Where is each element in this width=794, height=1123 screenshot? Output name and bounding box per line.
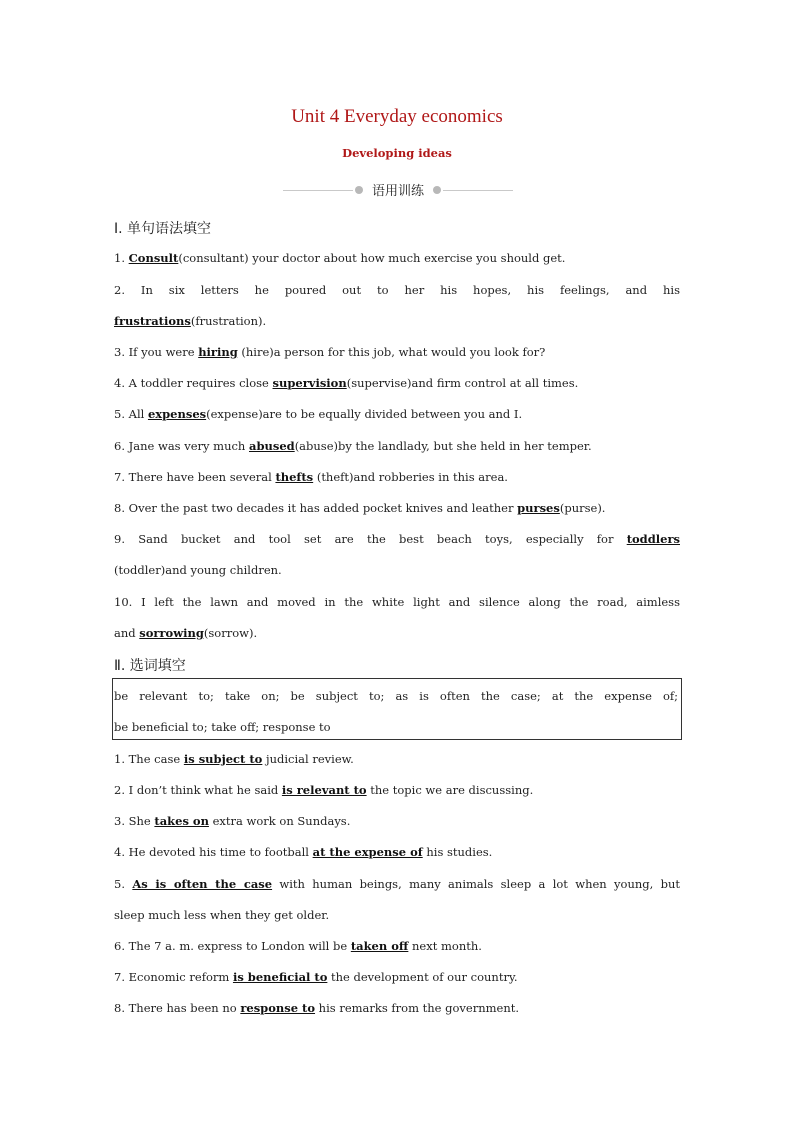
answer-text: thefts	[275, 470, 314, 484]
divider-line-left	[283, 190, 353, 191]
list-item: 10. I left the lawn and moved in the white light and silence along the road, aimless	[114, 595, 680, 609]
list-item-continuation: sleep much less when they get older.	[114, 908, 330, 922]
page-title: Unit 4 Everyday economics	[291, 106, 503, 127]
answer-text: is subject to	[183, 752, 263, 766]
list-item-continuation: (toddler)and young children.	[114, 563, 282, 577]
answer-text: toddlers	[626, 532, 680, 546]
answer-text: takes on	[154, 814, 209, 828]
page-subtitle: Developing ideas	[342, 146, 452, 160]
answer-text: taken off	[350, 939, 409, 953]
list-item: 4. He devoted his time to football at the expense of his studies.	[114, 845, 493, 859]
answer-text: hiring	[198, 345, 238, 359]
word-bank-box	[112, 678, 682, 740]
list-item-continuation: frustrations(frustration).	[114, 314, 267, 328]
answer-text: abused	[249, 439, 295, 453]
answer-text: purses	[517, 501, 560, 515]
answer-text: frustrations	[114, 314, 191, 328]
divider-dot-right	[433, 186, 441, 194]
answer-text: sorrowing	[139, 626, 204, 640]
answer-text: is beneficial to	[232, 970, 328, 984]
list-item: 5. All expenses(expense)are to be equally divided between you and I.	[114, 407, 523, 421]
list-item-continuation: and sorrowing(sorrow).	[114, 626, 258, 640]
word-bank-line: be beneficial to; take off; response to	[114, 720, 331, 734]
answer-text: supervision	[272, 376, 347, 390]
answer-text: response to	[240, 1001, 316, 1015]
list-item: 5. As is often the case with human beings, many animals sleep a lot when young, but	[114, 877, 680, 891]
list-item: 6. Jane was very much abused(abuse)by the landlady, but she held in her temper.	[114, 439, 592, 453]
word-bank-line: be relevant to; take on; be subject to; as is often the case; at the expense of;	[114, 689, 678, 703]
section2-heading: Ⅱ. 选词填空	[114, 658, 186, 674]
answer-text: is relevant to	[281, 783, 367, 797]
answer-text: at the expense of	[312, 845, 423, 859]
list-item: 1. Consult(consultant) your doctor about how much exercise you should get.	[114, 251, 566, 265]
list-item: 2. In six letters he poured out to her his hopes, his feelings, and his	[114, 283, 680, 297]
list-item: 7. There have been several thefts (theft)and robberies in this area.	[114, 470, 508, 484]
answer-text: expenses	[147, 407, 207, 421]
list-item: 8. Over the past two decades it has added pocket knives and leather purses(purse).	[114, 501, 606, 515]
list-item: 4. A toddler requires close supervision(supervise)and firm control at all times.	[114, 376, 579, 390]
list-item: 3. If you were hiring (hire)a person for this job, what would you look for?	[114, 345, 546, 359]
list-item: 1. The case is subject to judicial review.	[114, 752, 354, 766]
practice-label: 语用训练	[371, 184, 424, 199]
list-item: 7. Economic reform is beneficial to the development of our country.	[114, 970, 518, 984]
divider-line-right	[443, 190, 513, 191]
divider-dot-left	[355, 186, 363, 194]
answer-text: Consult	[128, 251, 179, 265]
list-item: 6. The 7 a. m. express to London will be taken off next month.	[114, 939, 482, 953]
answer-text: As is often the case	[132, 877, 273, 891]
section-divider	[283, 180, 513, 200]
list-item: 9. Sand bucket and tool set are the best beach toys, especially for toddlers	[114, 532, 680, 546]
list-item: 3. She takes on extra work on Sundays.	[114, 814, 351, 828]
section1-heading: Ⅰ. 单句语法填空	[114, 221, 212, 237]
list-item: 2. I don’t think what he said is relevant to the topic we are discussing.	[114, 783, 534, 797]
list-item: 8. There has been no response to his remarks from the government.	[114, 1001, 520, 1015]
